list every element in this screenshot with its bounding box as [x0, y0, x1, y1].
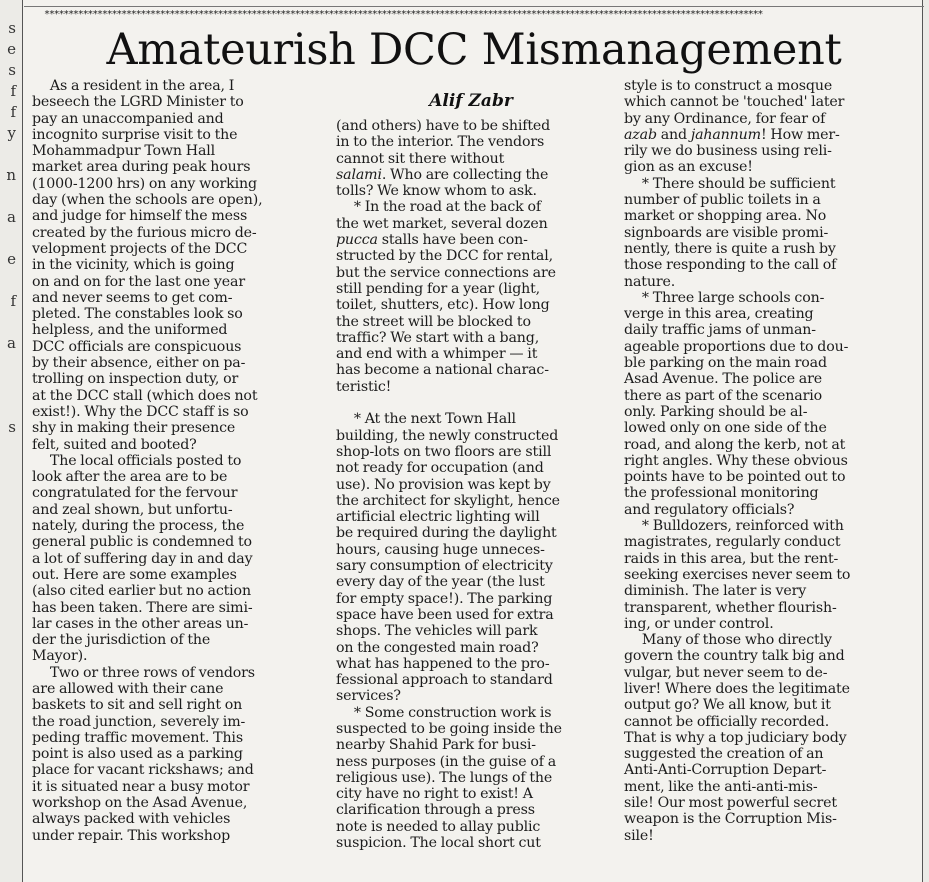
text-line: in the vicinity, which is going	[32, 257, 235, 274]
text-line: incognito surprise visit to the	[32, 126, 238, 143]
author-byline: Alif Zabr	[429, 91, 513, 111]
text-line: the professional monitoring	[624, 485, 819, 502]
text-line: gion as an excuse!	[624, 159, 753, 176]
text-line: weapon is the Corruption Mis-	[624, 811, 837, 828]
text-line: Mayor).	[32, 648, 88, 665]
text-line: use). No provision was kept by	[336, 476, 551, 493]
text-line: * Bulldozers, reinforced with	[624, 518, 844, 535]
text-line: market or shopping area. No	[624, 208, 827, 225]
text-line: * Three large schools con-	[624, 289, 825, 306]
text-line: teristic!	[336, 378, 392, 395]
edge-letter: s	[8, 418, 16, 436]
text-line: style is to construct a mosque	[624, 78, 833, 94]
text-line: (also cited earlier but no action	[32, 583, 251, 600]
text-line: ble parking on the main road	[624, 355, 827, 372]
text-line: raids in this area, but the rent-	[624, 550, 839, 567]
text-line: space have been used for extra	[336, 606, 554, 623]
text-line: only. Parking should be al-	[624, 403, 808, 420]
text-line: shop-lots on two floors are still	[336, 443, 552, 460]
text-line: under repair. This workshop	[32, 827, 231, 844]
text-line: and end with a whimper — it	[336, 346, 538, 363]
text-line: by their absence, either on pa-	[32, 355, 246, 372]
text-line: the road junction, severely im-	[32, 713, 246, 730]
text-line: shops. The vehicles will park	[336, 623, 538, 640]
text-line: and zeal shown, but unfortu-	[32, 501, 233, 518]
text-line: but the service connections are	[336, 264, 556, 281]
edge-letter: s	[8, 61, 16, 79]
text-line: Many of those who directly	[624, 632, 832, 649]
text-line: (and others) have to be shifted	[336, 118, 551, 134]
text-line: peding traffic movement. This	[32, 729, 243, 746]
text-line: ing, or under control.	[624, 615, 774, 632]
text-line: number of public toilets in a	[624, 192, 821, 209]
text-line: city have no right to exist! A	[336, 786, 533, 803]
text-line: and never seems to get com-	[32, 289, 233, 306]
edge-letter	[2, 354, 16, 375]
text-line: and judge for himself the mess	[32, 208, 248, 225]
text-line: nearby Shahid Park for busi-	[336, 737, 536, 754]
text-line: diminish. The later is very	[624, 583, 807, 600]
text-line: cannot sit there without	[336, 150, 505, 167]
text-line: transparent, whether flourish-	[624, 599, 837, 616]
text-line: in to the interior. The vendors	[336, 134, 545, 151]
text-line: the street will be blocked to	[336, 313, 531, 330]
adjacent-column-fragments	[2, 18, 16, 459]
text-line: note is needed to allay public	[336, 818, 541, 835]
text-line: point is also used as a parking	[32, 746, 243, 763]
text-line: That is why a top judiciary body	[624, 729, 847, 746]
text-line: a lot of suffering day in and day	[32, 550, 253, 567]
text-line: The local officials posted to	[32, 452, 242, 469]
text-line: velopment projects of the DCC	[32, 240, 248, 257]
text-line: those responding to the call of	[624, 257, 837, 274]
text-line: place for vacant rickshaws; and	[32, 762, 254, 779]
text-line: congratulated for the fervour	[32, 485, 238, 502]
text-line: verge in this area, creating	[624, 306, 814, 323]
text-line: Asad Avenue. The police are	[624, 371, 822, 388]
text-line: ment, like the anti-anti-mis-	[624, 778, 818, 795]
text-line: nently, there is quite a rush by	[624, 240, 836, 257]
edge-letter	[2, 270, 16, 291]
text-line: * Some construction work is	[336, 704, 552, 721]
text-line: artificial electric lighting will	[336, 509, 540, 526]
text-line: felt, suited and booted?	[32, 436, 197, 453]
text-line: day (when the schools are open),	[32, 192, 263, 209]
text-line: magistrates, regularly conduct	[624, 534, 841, 551]
text-line: salami. Who are collecting the	[336, 166, 549, 183]
headline: Amateurish DCC Mismanagement	[106, 25, 842, 75]
text-line: look after the area are to be	[32, 469, 228, 486]
text-line: right angles. Why these obvious	[624, 452, 848, 469]
text-line: liver! Where does the legitimate	[624, 680, 850, 697]
text-line: market area during peak hours	[32, 159, 251, 176]
text-line: points have to be pointed out to	[624, 469, 846, 486]
text-line: vulgar, but never seem to de-	[624, 664, 828, 681]
text-line: every day of the year (the lust	[336, 574, 545, 591]
article-column-3	[624, 78, 894, 844]
text-line: * In the road at the back of	[336, 199, 541, 216]
text-line: there as part of the scenario	[624, 387, 822, 404]
edge-letter: f	[10, 103, 16, 121]
text-line: pucca stalls have been con-	[336, 232, 528, 249]
edge-letter: e	[7, 250, 16, 268]
text-line: As a resident in the area, I	[32, 78, 235, 94]
text-line: signboards are visible promi-	[624, 224, 829, 241]
text-line: helpless, and the uniformed	[32, 322, 228, 339]
text-line: * There should be sufficient	[624, 175, 836, 192]
edge-letter: a	[7, 208, 16, 226]
text-line: general public is condemned to	[32, 534, 252, 551]
text-line: and regulatory officials?	[624, 501, 795, 518]
text-line: for empty space!). The parking	[336, 590, 553, 607]
text-line: by any Ordinance, for fear of	[624, 110, 826, 127]
text-line	[336, 395, 606, 411]
text-line: tolls? We know whom to ask.	[336, 183, 537, 200]
text-line: nature.	[624, 273, 676, 290]
edge-letter: e	[7, 40, 16, 58]
text-line: sary consumption of electricity	[336, 558, 553, 575]
text-line: religious use). The lungs of the	[336, 769, 553, 786]
text-line: the architect for skylight, hence	[336, 492, 560, 509]
text-line: DCC officials are conspicuous	[32, 338, 242, 355]
edge-letter: n	[6, 166, 16, 184]
edge-letter: f	[10, 82, 16, 100]
text-line: the wet market, several dozen	[336, 215, 548, 232]
text-line: hours, causing huge unneces-	[336, 541, 545, 558]
text-line: be required during the daylight	[336, 525, 557, 542]
text-line: * At the next Town Hall	[336, 411, 516, 428]
text-line: sile! Our most powerful secret	[624, 795, 837, 812]
text-line: structed by the DCC for rental,	[336, 248, 553, 265]
text-line: beseech the LGRD Minister to	[32, 94, 244, 111]
text-line: sile!	[624, 827, 654, 844]
text-line: baskets to sit and sell right on	[32, 697, 243, 714]
text-line: Anti-Anti-Corruption Depart-	[624, 762, 827, 779]
text-line: der the jurisdiction of the	[32, 632, 211, 649]
text-line: has become a national charac-	[336, 362, 549, 379]
text-line: cannot be officially recorded.	[624, 713, 830, 730]
edge-letter	[2, 144, 16, 165]
text-line: pay an unaccompanied and	[32, 110, 224, 127]
text-line: still pending for a year (light,	[336, 280, 541, 297]
text-line: rily we do business using reli-	[624, 143, 832, 160]
text-line: shy in making their presence	[32, 420, 236, 437]
edge-letter: s	[8, 19, 16, 37]
text-line: fessional approach to standard	[336, 672, 553, 689]
edge-letter	[2, 228, 16, 249]
text-line: always packed with vehicles	[32, 811, 231, 828]
text-line: workshop on the Asad Avenue,	[32, 795, 248, 812]
article-column-2	[336, 118, 606, 851]
text-line: azab and jahannum! How mer-	[624, 126, 840, 143]
text-line: Mohammadpur Town Hall	[32, 143, 216, 160]
text-line: trolling on inspection duty, or	[32, 371, 239, 388]
text-line: created by the furious micro de-	[32, 224, 257, 241]
article-column-1	[32, 78, 294, 844]
text-line: clarification through a press	[336, 802, 535, 819]
text-line: output go? We all know, but it	[624, 697, 831, 714]
text-line: ageable proportions due to dou-	[624, 338, 849, 355]
text-line: building, the newly constructed	[336, 427, 559, 444]
text-line: road, and along the kerb, not at	[624, 436, 846, 453]
text-line: suggested the creation of an	[624, 746, 824, 763]
text-line: ness purposes (in the guise of a	[336, 753, 557, 770]
text-line: daily traffic jams of unman-	[624, 322, 816, 339]
text-line: has been taken. There are simi-	[32, 599, 253, 616]
edge-letter	[2, 396, 16, 417]
text-line: services?	[336, 688, 401, 705]
text-line: not ready for occupation (and	[336, 460, 544, 477]
text-line: on the congested main road?	[336, 639, 539, 656]
text-line: lar cases in the other areas un-	[32, 615, 249, 632]
edge-letter: f	[10, 292, 16, 310]
text-line: traffic? We start with a bang,	[336, 329, 540, 346]
text-line: are allowed with their cane	[32, 680, 224, 697]
text-line: seeking exercises never seem to	[624, 566, 851, 583]
edge-letter	[2, 438, 16, 459]
text-line: what has happened to the pro-	[336, 655, 550, 672]
text-line: suspicion. The local short cut	[336, 835, 541, 852]
adjacent-column-edge	[0, 0, 23, 882]
edge-letter	[2, 312, 16, 333]
text-line: which cannot be 'touched' later	[624, 94, 845, 111]
text-line: it is situated near a busy motor	[32, 778, 250, 795]
text-line: on and on for the last one year	[32, 273, 245, 290]
text-line: at the DCC stall (which does not	[32, 387, 258, 404]
text-line: out. Here are some examples	[32, 566, 237, 583]
text-line: nately, during the process, the	[32, 518, 245, 535]
text-line: Two or three rows of vendors	[32, 664, 255, 681]
edge-letter: a	[7, 334, 16, 352]
text-line: pleted. The constables look so	[32, 306, 243, 323]
text-line: exist!). Why the DCC staff is so	[32, 403, 249, 420]
star-rule: *****************************************************************************************************************************************************	[44, 9, 763, 20]
text-line: toilet, shutters, etc). How long	[336, 297, 550, 314]
text-line: lowed only on one side of the	[624, 420, 827, 437]
text-line: suspected to be going inside the	[336, 720, 562, 737]
edge-letter	[2, 375, 16, 396]
right-border	[922, 0, 929, 882]
edge-letter	[2, 186, 16, 207]
text-line: govern the country talk big and	[624, 648, 845, 665]
text-line: (1000-1200 hrs) on any working	[32, 175, 257, 192]
edge-letter: y	[7, 124, 16, 142]
